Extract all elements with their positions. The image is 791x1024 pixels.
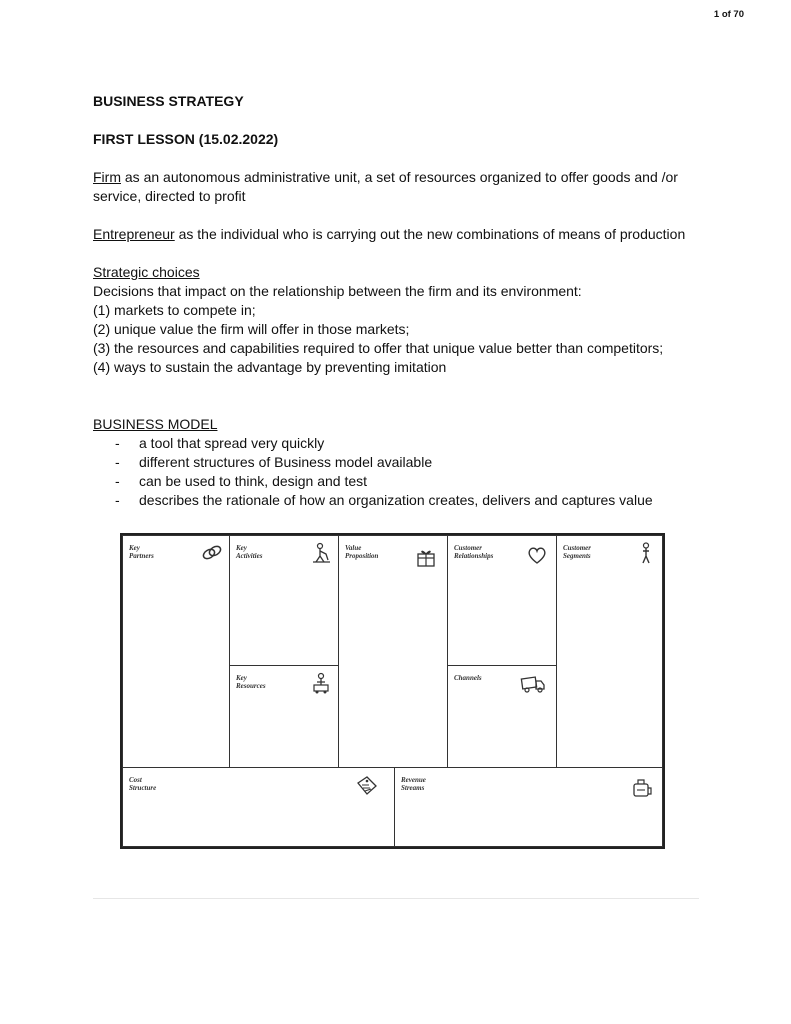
customer-relationships-block — [447, 535, 557, 666]
list-item: - describes the rationale of how an organization creates, delivers and captures value — [93, 491, 713, 510]
document-body — [93, 92, 713, 510]
block-label: Value — [345, 544, 362, 552]
block-label: Cost — [129, 776, 142, 784]
block-label: Proposition — [345, 552, 379, 560]
key-resources-block — [229, 665, 339, 768]
heart-icon — [526, 544, 548, 566]
block-label: Customer — [563, 544, 592, 552]
business-model-heading: BUSINESS MODEL — [93, 416, 218, 432]
firm-def-line1: as an autonomous administrative unit, a set of resources organized to offer goods and /or — [121, 169, 678, 185]
person-icon — [635, 542, 657, 564]
factory-worker-icon — [310, 672, 332, 694]
block-label: Key — [129, 544, 140, 552]
lesson-heading: FIRST LESSON (15.02.2022) — [93, 131, 279, 147]
block-label: Key — [236, 674, 247, 682]
strategic-item: (1) markets to compete in; — [93, 302, 256, 318]
price-tag-icon — [355, 774, 379, 796]
block-label: Revenue — [401, 776, 426, 784]
business-model-canvas — [120, 533, 665, 849]
document-title: BUSINESS STRATEGY — [93, 93, 244, 109]
strategic-item: (3) the resources and capabilities required to offer that unique value better than competitors; — [93, 340, 664, 356]
chain-link-icon — [201, 542, 223, 564]
entrepreneur-def: as the individual who is carrying out the new combinations of means of production — [174, 226, 686, 242]
channels-block — [447, 665, 557, 768]
entrepreneur-definition — [93, 225, 713, 244]
block-label: Key — [236, 544, 247, 552]
customer-segments-block — [556, 535, 663, 768]
block-label: Streams — [401, 784, 425, 792]
gift-icon — [415, 546, 437, 568]
revenue-streams-block — [394, 767, 663, 847]
block-label: Structure — [129, 784, 157, 792]
strategic-intro: Decisions that impact on the relationship between the firm and its environment: — [93, 283, 582, 299]
list-item: - can be used to think, design and test — [93, 472, 713, 491]
entrepreneur-term: Entrepreneur — [93, 226, 175, 242]
truck-icon — [520, 672, 546, 694]
firm-term: Firm — [93, 169, 121, 185]
firm-definition — [93, 168, 713, 187]
strategic-item: (4) ways to sustain the advantage by preventing imitation — [93, 359, 447, 375]
key-activities-block — [229, 535, 339, 666]
list-item: - different structures of Business model available — [93, 453, 713, 472]
page-number: 1 of 70 — [713, 9, 744, 20]
block-label: Segments — [563, 552, 591, 560]
strategic-item: (2) unique value the firm will offer in those markets; — [93, 321, 410, 337]
block-label: Partners — [129, 552, 154, 560]
strategic-choices-heading: Strategic choices — [93, 264, 200, 280]
list-item: - a tool that spread very quickly — [93, 434, 713, 453]
business-model-list — [93, 434, 713, 510]
block-label: Customer — [454, 544, 483, 552]
worker-icon — [310, 542, 332, 564]
value-proposition-block — [338, 535, 448, 768]
cost-structure-block — [122, 767, 395, 847]
divider-line — [93, 898, 699, 899]
money-bag-icon — [631, 776, 653, 798]
block-label: Resources — [236, 682, 266, 690]
firm-def-line2: service, directed to profit — [93, 188, 246, 204]
key-partners-block — [122, 535, 230, 768]
block-label: Channels — [454, 674, 482, 682]
block-label: Relationships — [454, 552, 494, 560]
block-label: Activities — [236, 552, 263, 560]
